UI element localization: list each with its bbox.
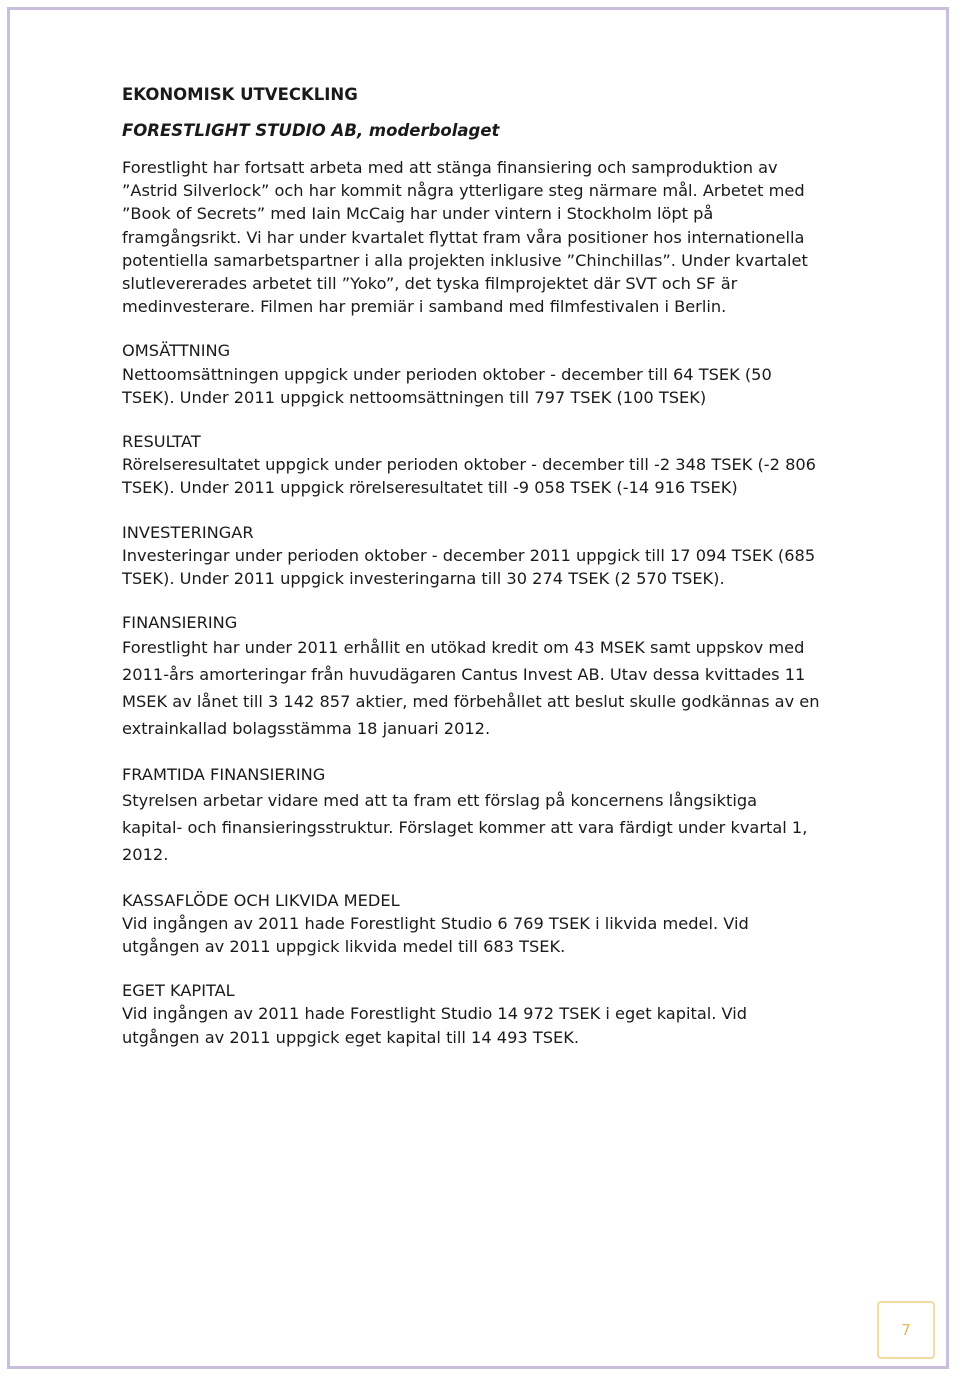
section-text: Styrelsen arbetar vidare med att ta fram ett förslag på koncernens långsiktiga kapital- och finansieringsstruktur. Förslaget kommer att vara färdigt under kvartal 1, 2012. — [122, 790, 808, 864]
section-kassaflode — [122, 889, 822, 959]
intro-paragraph: Forestlight har fortsatt arbeta med att stänga finansiering och samproduktion av ”Astrid Silverlock” och har kommit några ytterligare steg närmare mål. Arbetet med ”Book of Secrets” med Iain McCaig har under vintern i Stockholm löpt på framgångsrikt. Vi har under kvartalet flyttat fram våra positioner hos internationella potentiella samarbetspartner i alla projekten inklusive ”Chinchillas”. Under kvartalet slutlevererades arbetet till ”Yoko”, det tyska filmprojektet där SVT och SF är medinvesterare. Filmen har premiär i samband med filmfestivalen i Berlin. — [122, 158, 808, 317]
section-resultat — [122, 430, 822, 500]
section-title: OMSÄTTNING — [122, 341, 231, 361]
section-title: FINANSIERING — [122, 613, 238, 633]
section-text: Nettoomsättningen uppgick under perioden oktober - december till 64 TSEK (50 TSEK). Under 2011 uppgick nettoomsättningen till 797 TSEK (100 TSEK) — [122, 364, 772, 407]
section-text: Vid ingången av 2011 hade Forestlight Studio 6 769 TSEK i likvida medel. Vid utgången av 2011 uppgick likvida medel till 683 TSEK. — [122, 913, 749, 957]
section-title: FRAMTIDA FINANSIERING — [122, 765, 326, 785]
page-number: 7 — [877, 1301, 935, 1359]
section-finansiering — [122, 611, 822, 742]
section-text: Forestlight har under 2011 erhållit en utökad kredit om 43 MSEK samt uppskov med 2011-års amorteringar från huvudägaren Cantus Invest AB. Utav dessa kvittades 11 MSEK av lånet till 3 142 857 aktier, med förbehållet att beslut skulle godkännas av en extrainkallad bolagsstämma 18 januari 2012. — [122, 638, 820, 739]
section-text: Rörelseresultatet uppgick under perioden oktober - december till -2 348 TSEK (-2 806 TSEK). Under 2011 uppgick rörelseresultatet till -9 058 TSEK (-14 916 TSEK) — [122, 455, 816, 498]
document-body — [122, 84, 822, 1049]
section-title: RESULTAT — [122, 432, 201, 452]
document-heading: EKONOMISK UTVECKLING — [122, 85, 358, 104]
section-text: Investeringar under perioden oktober - december 2011 uppgick till 17 094 TSEK (685 TSEK). Under 2011 uppgick investeringarna till 30 274 TSEK (2 570 TSEK). — [122, 545, 816, 589]
section-text: Vid ingången av 2011 hade Forestlight Studio 14 972 TSEK i eget kapital. Vid utgången av 2011 uppgick eget kapital till 14 493 TSEK. — [122, 1004, 748, 1047]
document-subheading: FORESTLIGHT STUDIO AB, moderbolaget — [122, 121, 500, 140]
section-eget-kapital — [122, 979, 822, 1049]
section-title: KASSAFLÖDE OCH LIKVIDA MEDEL — [122, 890, 400, 910]
section-omsattning — [122, 339, 822, 409]
section-framtida-finansiering — [122, 763, 822, 867]
section-title: INVESTERINGAR — [122, 522, 254, 542]
section-investeringar — [122, 521, 822, 591]
section-title: EGET KAPITAL — [122, 981, 235, 1001]
